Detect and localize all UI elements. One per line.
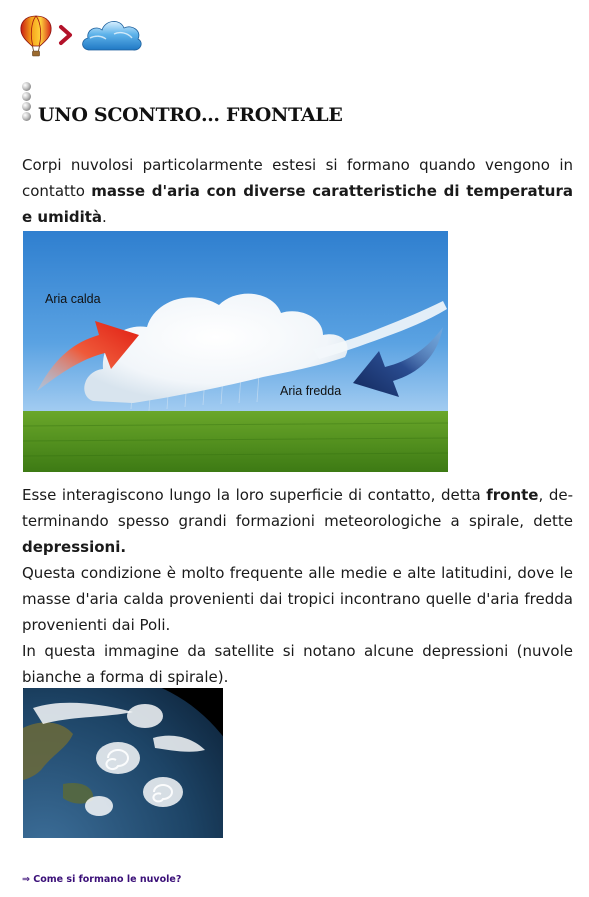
cold-air-label: Aria fredda — [280, 384, 342, 398]
bullet-dots-icon — [20, 82, 34, 122]
hot-air-balloon-icon — [18, 14, 54, 58]
text-span: Questa condizione è molto frequente alle medie e alte latitudini, dove le masse d'aria calda provenienti dai tropici incontrano quelle d'aria fredda provenienti dai Poli. — [22, 564, 573, 634]
text-span: , determinando spesso grandi formazioni meteorologiche a spirale, dette — [22, 486, 573, 530]
text-span: Corpi nuvolosi particolarmente estesi si formano quando vengono in contatto — [22, 156, 573, 200]
front-illustration-image — [23, 231, 448, 472]
intro-paragraph — [22, 152, 573, 230]
front-illustration — [23, 231, 448, 472]
warm-air-label: Aria calda — [45, 292, 101, 306]
how-clouds-form-link[interactable]: ⇒ Come si formano le nuvole? — [22, 874, 182, 885]
chevron-right-icon — [58, 24, 74, 46]
section-heading — [20, 82, 580, 132]
text-span: In questa immagine da satellite si notano alcune depressioni (nuvole bianche a forma di spirale). — [22, 642, 573, 686]
body-paragraph — [22, 482, 573, 690]
text-span: Esse interagiscono lungo la loro superficie di contatto, detta — [22, 486, 487, 504]
text-span: . — [102, 208, 107, 226]
satellite-image — [23, 688, 223, 838]
bold-text: masse d'aria con diverse caratteristiche di temperatura e umidità — [22, 182, 573, 226]
breadcrumb — [18, 12, 158, 58]
satellite-image-graphic — [23, 688, 223, 838]
page-title: UNO SCONTRO… FRONTALE — [38, 104, 343, 126]
bold-text: depressioni. — [22, 538, 127, 556]
cloud-icon — [78, 12, 144, 56]
bold-text: fronte — [486, 486, 539, 504]
